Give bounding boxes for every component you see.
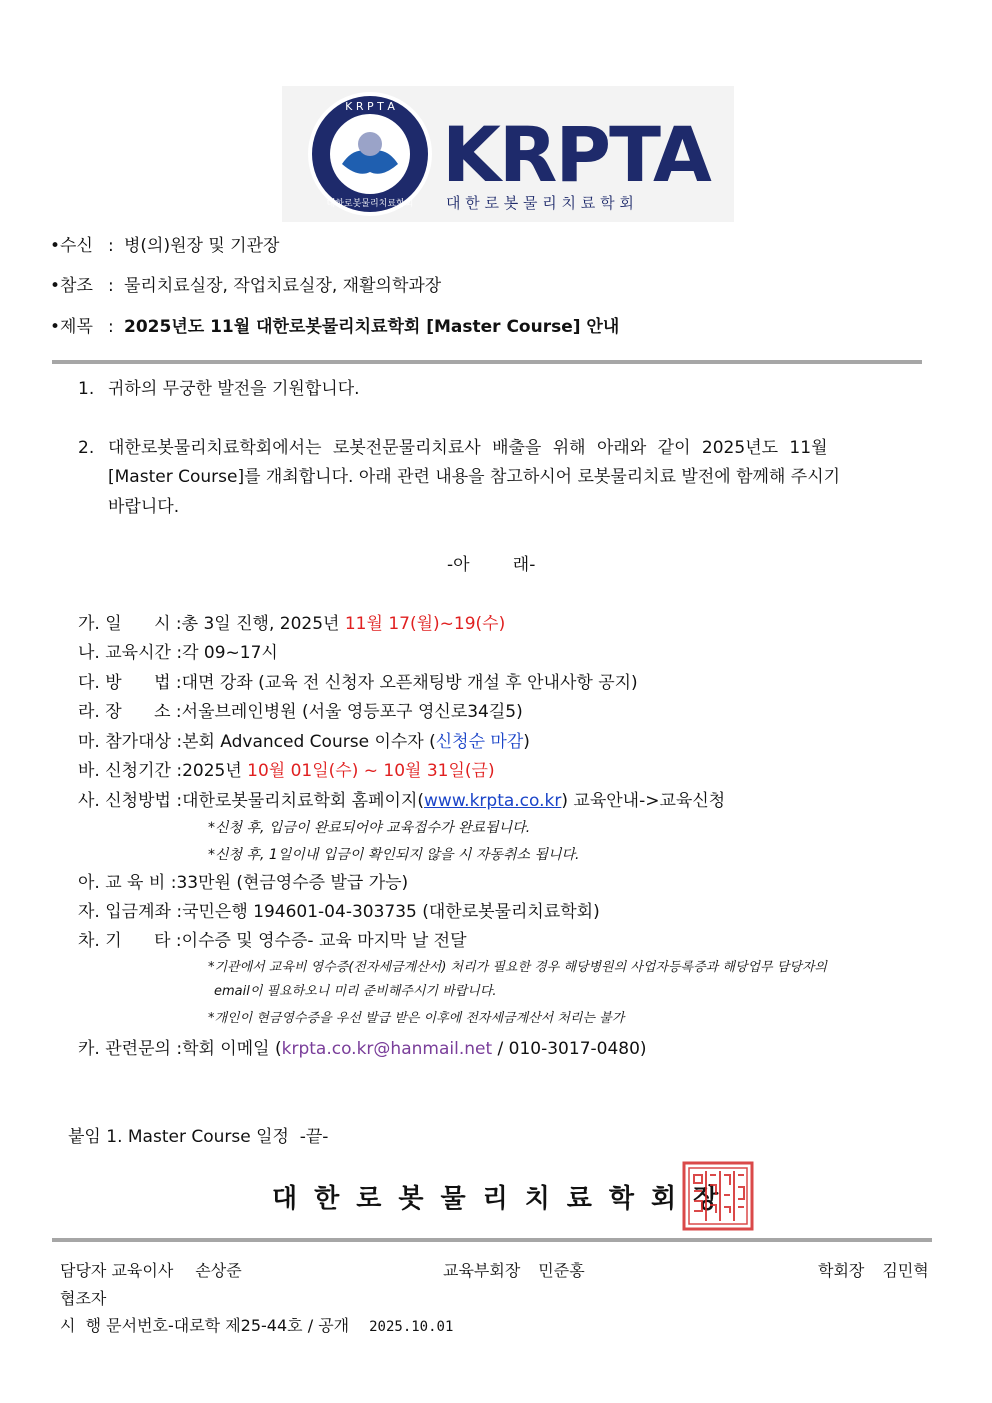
subject-row (50, 312, 619, 337)
president-name: 김민혁 (882, 1261, 929, 1280)
item-method-label: 다. 방 법 : (78, 673, 182, 693)
krpta-logo (282, 86, 734, 222)
issue-number: 시 행 문서번호-대로학 제25-44호 / 공개 (60, 1316, 350, 1335)
logo-wordmark: KRPTA (442, 110, 710, 199)
item-method-text: 대면 강좌 (교육 전 신청자 오픈채팅방 개설 후 안내사항 공지) (181, 673, 638, 693)
below-heading: -아 래- (447, 555, 536, 575)
item-etc (78, 926, 467, 951)
item-date (78, 609, 505, 634)
item-hours-text: 각 09~17시 (182, 643, 278, 663)
footer-staff (60, 1258, 242, 1281)
item-location-text: 서울브레인병원 (서울 영등포구 영신로34길5) (181, 702, 523, 722)
president-label: 학회장 (818, 1261, 865, 1280)
item-hours-label: 나. 교육시간 : (78, 643, 183, 663)
seal-top-text: K R P T A (345, 100, 395, 113)
item-contact-phone: / 010-3017-0480) (492, 1039, 647, 1059)
item-etc-label: 차. 기 타 : (78, 931, 182, 951)
staff-label: 담당자 교육이사 (60, 1261, 174, 1280)
paragraph-2-line-3: 바랍니다. (108, 497, 180, 517)
paragraph-1-text: 귀하의 무궁한 발전을 기원합니다. (108, 379, 360, 399)
subject-sep: : (108, 317, 114, 337)
seal-ring-text: 대한로봇물리치료학회 (326, 199, 414, 209)
item-target (78, 727, 530, 752)
logo-banner (282, 86, 734, 222)
reference-sep: : (108, 276, 114, 296)
logo-subtitle: 대 한 로 봇 물 리 치 료 학 회 (446, 194, 634, 212)
item-contact (78, 1034, 647, 1059)
item-fee (78, 868, 408, 893)
paragraph-1 (78, 374, 360, 399)
recipient-sep: : (108, 236, 114, 256)
item-account (78, 897, 600, 922)
item-period-label: 바. 신청기간 : (78, 761, 183, 781)
item-location (78, 697, 523, 722)
item-method (78, 668, 638, 693)
official-seal (682, 1161, 754, 1231)
item-target-label: 마. 참가대상 : (78, 732, 183, 752)
staff-name: 손상준 (195, 1261, 242, 1280)
seal-stamp-icon (682, 1161, 754, 1231)
item-account-text: 국민은행 194601-04-303735 (대한로봇물리치료학회) (182, 902, 600, 922)
issue-date: 2025.10.01 (369, 1319, 454, 1335)
attachment-line: 붙임 1. Master Course 일정 -끝- (68, 1127, 329, 1147)
item-apply-text: 대한로봇물리치료학회 홈페이지( (182, 791, 425, 811)
paragraph-2-number: 2. (78, 438, 95, 458)
item-period (78, 756, 495, 781)
item-apply (78, 786, 725, 811)
homepage-link[interactable]: www.krpta.co.kr (424, 791, 562, 811)
subject-label: •제목 (50, 317, 93, 337)
item-fee-text: 33만원 (현금영수증 발급 가능) (176, 873, 409, 893)
paragraph-1-number: 1. (78, 379, 95, 399)
footer-issue (60, 1313, 453, 1336)
item-target-close: ) (523, 732, 530, 752)
recipient-row (50, 231, 279, 256)
etc-note-2: email이 필요하오니 미리 준비해주시기 바랍니다. (214, 984, 497, 999)
etc-note-1: *기관에서 교육비 영수증(전자세금계산서) 처리가 필요한 경우 해당병원의 사업자등록증과 해당업무 담당자의 (208, 960, 827, 975)
item-contact-label: 카. 관련문의 : (78, 1039, 183, 1059)
footer-president (818, 1258, 929, 1281)
footer-vice (443, 1258, 585, 1281)
item-date-highlight: 11월 17(월)~19(수) (344, 614, 506, 634)
vice-name: 민준홍 (538, 1261, 585, 1280)
reference-value: 물리치료실장, 작업치료실장, 재활의학과장 (124, 276, 442, 296)
item-location-label: 라. 장 소 : (78, 702, 182, 722)
item-target-highlight: 신청순 마감 (435, 732, 524, 752)
recipient-value: 병(의)원장 및 기관장 (124, 236, 280, 256)
reference-row (50, 271, 441, 296)
paragraph-2-line-2: [Master Course]를 개최합니다. 아래 관련 내용을 참고하시어 로봇물리치료 발전에 함께해 주시기 (108, 467, 841, 487)
vice-label: 교육부회장 (443, 1261, 521, 1280)
item-date-label: 가. 일 시 : (78, 614, 182, 634)
paragraph-2-line-1 (78, 433, 828, 458)
item-fee-label: 아. 교 육 비 : (78, 873, 177, 893)
apply-note-1: *신청 후, 입금이 완료되어야 교육접수가 완료됩니다. (208, 820, 531, 836)
footer-coop: 협조자 (60, 1289, 107, 1308)
item-period-highlight: 10월 01일(수) ~ 10월 31일(금) (247, 761, 495, 781)
header-divider (52, 360, 922, 364)
recipient-label: •수신 (50, 236, 93, 256)
paragraph-2-text-1: 대한로봇물리치료학회에서는 로봇전문물리치료사 배출을 위해 아래와 같이 2025년도 11월 (108, 438, 828, 458)
item-contact-text: 학회 이메일 ( (182, 1039, 282, 1059)
item-apply-text-2: ) 교육안내->교육신청 (561, 791, 726, 811)
reference-label: •참조 (50, 276, 93, 296)
signature-title: 대한로봇물리치료학회장 (272, 1184, 736, 1214)
item-period-text: 2025년 (182, 761, 248, 781)
item-target-text: 본회 Advanced Course 이수자 ( (182, 732, 436, 752)
item-apply-label: 사. 신청방법 : (78, 791, 183, 811)
contact-email[interactable]: krpta.co.kr@hanmail.net (281, 1039, 493, 1059)
subject-value: 2025년도 11월 대한로봇물리치료학회 [Master Course] 안내 (124, 317, 620, 337)
apply-note-2: *신청 후, 1일이내 입금이 확인되지 않을 시 자동취소 됩니다. (208, 847, 580, 863)
item-date-text: 총 3일 진행, 2025년 (181, 614, 345, 634)
item-etc-text: 이수증 및 영수증- 교육 마지막 날 전달 (181, 931, 467, 951)
item-hours (78, 638, 278, 663)
footer-divider (52, 1238, 932, 1242)
item-account-label: 자. 입금계좌 : (78, 902, 183, 922)
etc-note-3: *개인이 현금영수증을 우선 발급 받은 이후에 전자세금계산서 처리는 불가 (208, 1011, 625, 1026)
